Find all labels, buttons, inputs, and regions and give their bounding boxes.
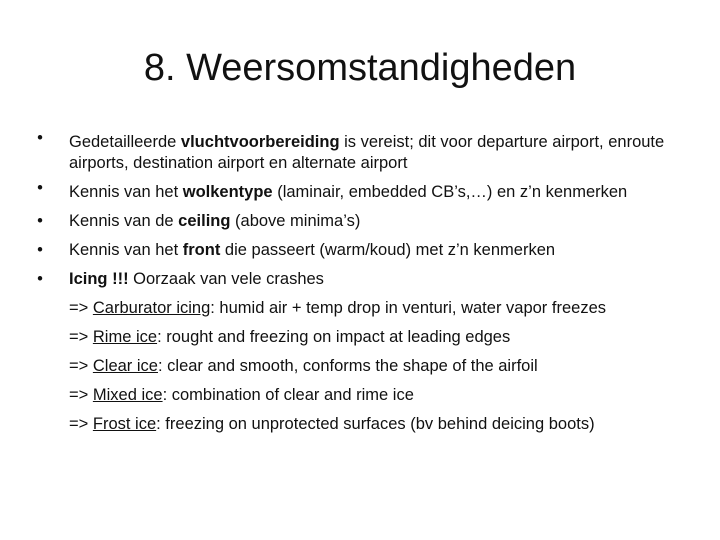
arrow-marker: =>: [69, 415, 89, 433]
bullet-text: Kennis van het: [69, 241, 183, 259]
bullet-dot: •: [37, 241, 43, 259]
bullet-item-vluchtvoorbereiding: [30, 128, 700, 178]
bullet-keyword: wolkentype: [182, 183, 273, 201]
bullet-keyword: front: [182, 241, 221, 259]
icing-item-carburator: [30, 294, 700, 323]
icing-term: Clear ice: [92, 357, 158, 375]
bullet-keyword: Icing !!!: [69, 270, 129, 288]
icing-item-frost: [30, 410, 700, 439]
icing-item-mixed: [30, 381, 700, 410]
icing-term: Carburator icing: [92, 299, 211, 317]
icing-description: : freezing on unprotected surfaces (bv behind deicing boots): [156, 415, 595, 433]
bullet-text: (laminair, embedded CB’s,…) en z’n kenmerken: [272, 183, 628, 201]
bullet-item-icing: [30, 265, 700, 294]
icing-description: : clear and smooth, conforms the shape of the airfoil: [157, 357, 538, 375]
slide-title: 8. Weersomstandigheden: [143, 47, 577, 89]
icing-description: : rought and freezing on impact at leading edges: [157, 328, 511, 346]
bullet-text: Kennis van het: [69, 183, 183, 201]
icing-term: Frost ice: [92, 415, 157, 433]
bullet-text: die passeert (warm/koud) met z’n kenmerken: [220, 241, 556, 259]
bullet-dot: •: [37, 270, 43, 288]
bullet-dot: •: [37, 129, 43, 147]
bullet-keyword: vluchtvoorbereiding: [180, 133, 340, 151]
bullet-text: Kennis van de: [69, 212, 179, 230]
arrow-marker: =>: [69, 386, 89, 404]
bullet-text: (above minima’s): [230, 212, 361, 230]
bullet-dot: •: [37, 212, 43, 230]
bullet-item-ceiling: [30, 207, 700, 236]
icing-description: : humid air + temp drop in venturi, water vapor freezes: [210, 299, 606, 317]
bullet-dot: •: [37, 179, 43, 197]
bullet-text: Gedetailleerde: [69, 133, 181, 151]
icing-term: Rime ice: [92, 328, 158, 346]
bullet-list: [30, 128, 700, 439]
bullet-item-wolkentype: [30, 178, 700, 207]
icing-item-rime: [30, 323, 700, 352]
bullet-keyword: ceiling: [178, 212, 231, 230]
bullet-item-front: [30, 236, 700, 265]
arrow-marker: =>: [69, 328, 89, 346]
bullet-text: Oorzaak van vele crashes: [128, 270, 324, 288]
icing-item-clear: [30, 352, 700, 381]
arrow-marker: =>: [69, 357, 89, 375]
icing-description: : combination of clear and rime ice: [162, 386, 414, 404]
arrow-marker: =>: [69, 299, 89, 317]
icing-term: Mixed ice: [92, 386, 163, 404]
bullet-text: is vereist; dit voor departure airport, enroute airports, destination airport en alternate airport: [69, 133, 665, 172]
